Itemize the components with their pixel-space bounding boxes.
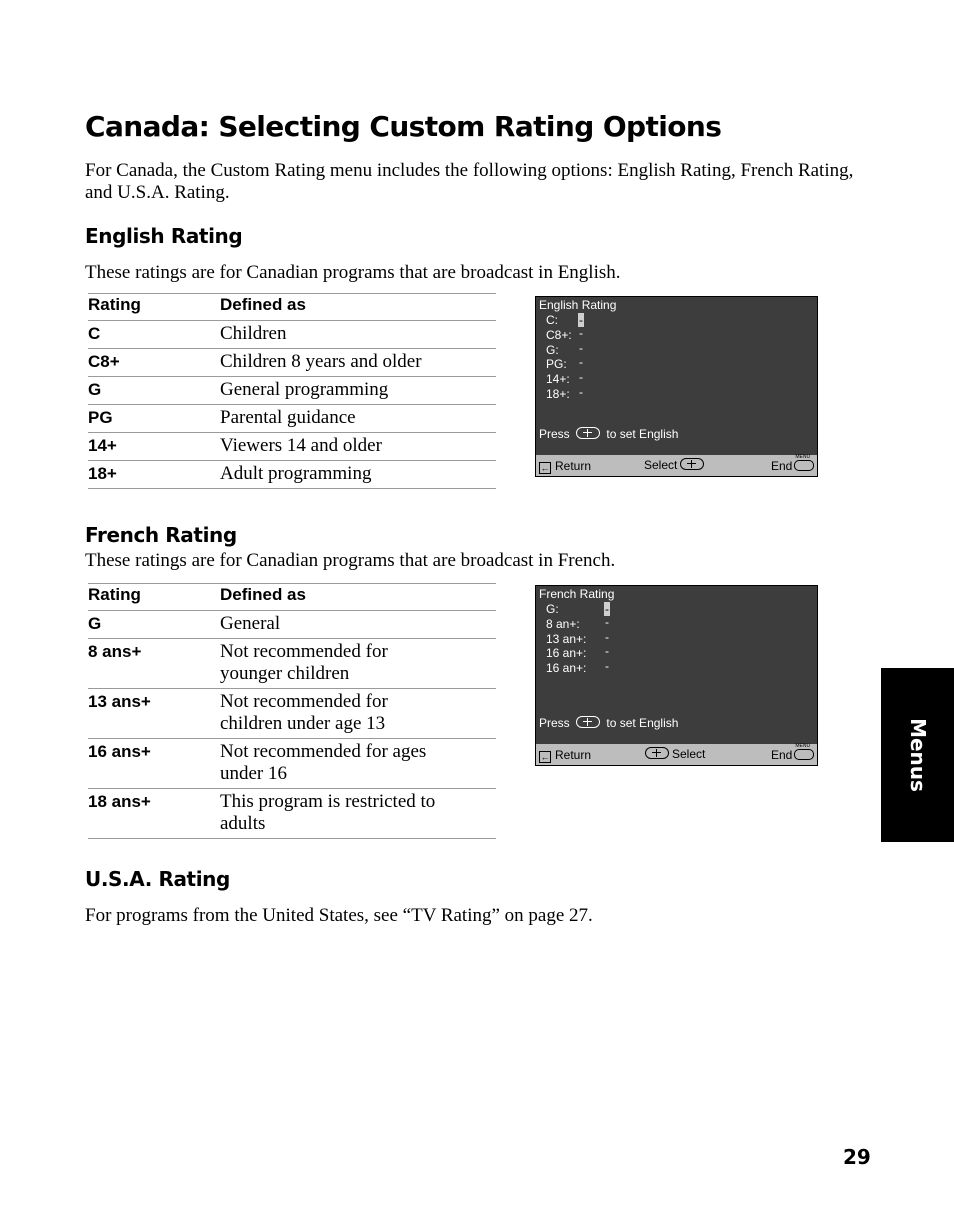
page-title: Canada: Selecting Custom Rating Options xyxy=(85,110,722,143)
english-rating-screen xyxy=(535,296,818,477)
table-row xyxy=(88,433,496,461)
rating-definition: Not recommended for younger children xyxy=(220,639,496,689)
return-arrow-icon: ← xyxy=(540,752,550,762)
press-suffix: to set English xyxy=(606,427,679,441)
rating-definition: Children xyxy=(220,321,496,349)
joystick-icon xyxy=(576,716,600,728)
screen-item-label: C: xyxy=(546,313,558,327)
screen-item-value[interactable]: - xyxy=(579,326,583,340)
screen-footer-bar xyxy=(536,744,817,765)
rating-definition: This program is restricted to adults xyxy=(220,789,496,839)
table-row xyxy=(88,321,496,349)
rating-code: G xyxy=(88,377,220,405)
return-label: Return xyxy=(555,459,592,473)
rating-definition: General xyxy=(220,611,496,639)
screen-press-hint xyxy=(539,716,678,730)
table-row xyxy=(88,639,496,689)
screen-item-label: PG: xyxy=(546,357,567,371)
table-row xyxy=(88,739,496,789)
select-label: Select xyxy=(672,747,706,761)
screen-item-label: 16 an+: xyxy=(546,646,587,660)
page-number: 29 xyxy=(843,1145,871,1169)
screen-item-label: 16 an+: xyxy=(546,661,587,675)
usa-rating-description: For programs from the United States, see “TV Rating” on page 27. xyxy=(85,905,593,926)
press-prefix: Press xyxy=(539,716,570,730)
table-row xyxy=(88,689,496,739)
french-rating-table xyxy=(88,583,496,839)
table-row xyxy=(88,349,496,377)
screen-item-value-selected[interactable]: - xyxy=(605,602,609,616)
screen-item-value[interactable]: - xyxy=(579,355,583,369)
english-rating-description: These ratings are for Canadian programs that are broadcast in English. xyxy=(85,262,621,283)
screen-item-value[interactable]: - xyxy=(579,385,583,399)
rating-code: 8 ans+ xyxy=(88,639,220,689)
end-label: End xyxy=(771,748,793,762)
table-row xyxy=(88,377,496,405)
screen-item-value[interactable]: - xyxy=(579,341,583,355)
rating-definition: Children 8 years and older xyxy=(220,349,496,377)
screen-title: French Rating xyxy=(539,587,615,601)
rating-code: 13 ans+ xyxy=(88,689,220,739)
rating-code: C8+ xyxy=(88,349,220,377)
french-rating-screen xyxy=(535,585,818,766)
rating-definition: Adult programming xyxy=(220,461,496,489)
rating-definition: Not recommended for children under age 13 xyxy=(220,689,496,739)
intro-paragraph: For Canada, the Custom Rating menu includes the following options: English Rating, French Rating, and U.S.A. Rating. xyxy=(85,160,854,203)
french-rating-description: These ratings are for Canadian programs that are broadcast in French. xyxy=(85,550,616,571)
end-label: End xyxy=(771,459,793,473)
english-rating-table xyxy=(88,293,496,489)
screen-title: English Rating xyxy=(539,298,617,312)
rating-code: 14+ xyxy=(88,433,220,461)
col-header-rating: Rating xyxy=(88,584,220,611)
screen-item-label: 14+: xyxy=(546,372,570,386)
select-control[interactable] xyxy=(642,747,705,761)
english-rating-heading: English Rating xyxy=(85,224,243,248)
col-header-rating: Rating xyxy=(88,294,220,321)
return-control[interactable] xyxy=(539,748,591,763)
joystick-icon xyxy=(645,747,669,759)
screen-item-label: C8+: xyxy=(546,328,572,342)
screen-press-hint xyxy=(539,427,678,441)
rating-code: 18 ans+ xyxy=(88,789,220,839)
col-header-defined: Defined as xyxy=(220,294,496,321)
screen-item-label: 13 an+: xyxy=(546,632,587,646)
screen-item-value-selected[interactable]: - xyxy=(579,313,583,327)
screen-item-label: 8 an+: xyxy=(546,617,580,631)
usa-rating-heading: U.S.A. Rating xyxy=(85,867,230,891)
section-tab-label: Menus xyxy=(905,718,930,792)
rating-code: 18+ xyxy=(88,461,220,489)
rating-code: 16 ans+ xyxy=(88,739,220,789)
rating-code: PG xyxy=(88,405,220,433)
press-suffix: to set English xyxy=(606,716,679,730)
select-label: Select xyxy=(644,458,678,472)
menus-section-tab xyxy=(881,668,954,842)
screen-item-label: G: xyxy=(546,602,559,616)
joystick-icon xyxy=(680,458,704,470)
col-header-defined: Defined as xyxy=(220,584,496,611)
press-prefix: Press xyxy=(539,427,570,441)
screen-item-label: G: xyxy=(546,343,559,357)
french-rating-heading: French Rating xyxy=(85,523,237,547)
return-control[interactable] xyxy=(539,459,591,474)
menu-button-icon: MENU xyxy=(794,460,814,471)
screen-item-value[interactable]: - xyxy=(605,615,609,629)
return-label: Return xyxy=(555,748,592,762)
end-control[interactable] xyxy=(771,743,814,762)
rating-code: G xyxy=(88,611,220,639)
screen-item-label: 18+: xyxy=(546,387,570,401)
table-row xyxy=(88,789,496,839)
screen-footer-bar xyxy=(536,455,817,476)
rating-definition: Parental guidance xyxy=(220,405,496,433)
table-row xyxy=(88,405,496,433)
screen-item-value[interactable]: - xyxy=(579,370,583,384)
menu-button-icon: MENU xyxy=(794,749,814,760)
rating-definition: Viewers 14 and older xyxy=(220,433,496,461)
screen-item-value[interactable]: - xyxy=(605,630,609,644)
table-row xyxy=(88,461,496,489)
rating-code: C xyxy=(88,321,220,349)
return-arrow-icon: ← xyxy=(540,463,550,473)
screen-item-value[interactable]: - xyxy=(605,644,609,658)
table-row xyxy=(88,611,496,639)
screen-item-value[interactable]: - xyxy=(605,659,609,673)
rating-definition: Not recommended for ages under 16 xyxy=(220,739,496,789)
end-control[interactable] xyxy=(771,454,814,473)
select-control[interactable] xyxy=(644,458,707,472)
joystick-icon xyxy=(576,427,600,439)
rating-definition: General programming xyxy=(220,377,496,405)
